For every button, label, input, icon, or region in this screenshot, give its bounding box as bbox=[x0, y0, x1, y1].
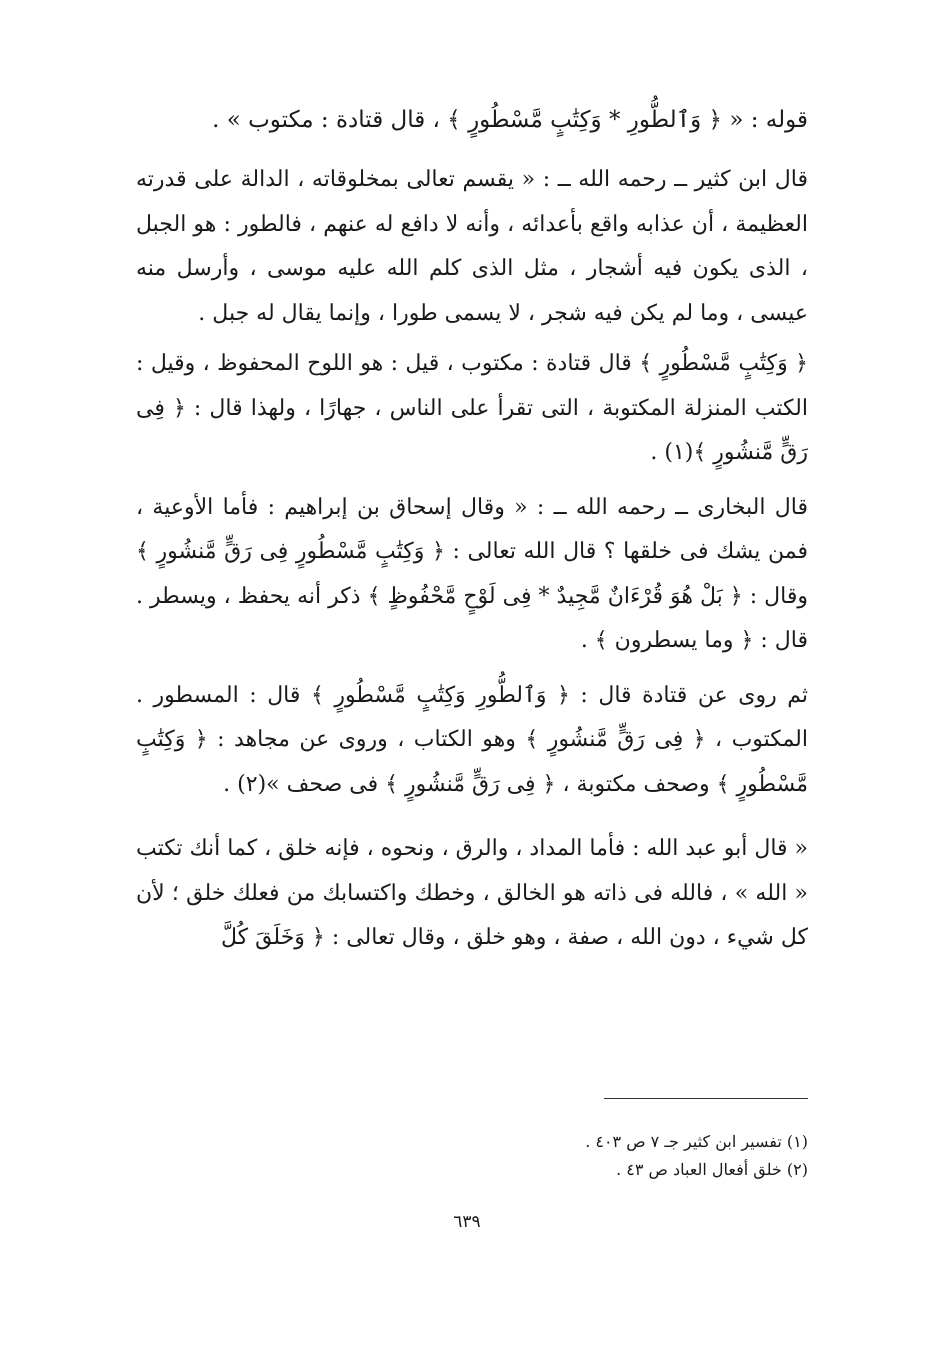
paragraph-4: قال البخارى ــ رحمه الله ــ : « وقال إسحاق بن إبراهيم : فأما الأوعية ، فمن يشك فى خلقها ؟ قال الله تعالى : ﴿ وَكِتَٰبٍ مَّسْطُورٍ فِى رَقٍّ مَّنشُورٍ ﴾ وقال : ﴿ بَلْ هُوَ قُرْءَانٌ مَّجِيدٌ * فِى لَوْحٍ مَّحْفُوظٍ ﴾ ذكر أنه يحفظ ، ويسطر . قال : ﴿ وما يسطرون ﴾ . bbox=[136, 494, 808, 653]
footnote-1: (١) تفسير ابن كثير جـ ٧ ص ٤٠٣ . bbox=[585, 1132, 808, 1151]
footnotes bbox=[136, 1128, 808, 1184]
body-text bbox=[136, 96, 808, 961]
page-number: ٦٣٩ bbox=[453, 1212, 481, 1232]
footnote-divider bbox=[604, 1098, 808, 1099]
paragraph-2: قال ابن كثير ــ رحمه الله ــ : « يقسم تعالى بمخلوقاته ، الدالة على قدرته العظيمة ، أن عذابه واقع بأعدائه ، وأنه لا دافع له عنهم ، فالطور : هو الجبل ، الذى يكون فيه أشجار ، مثل الذى كلم الله عليه موسى ، وأرسل منه عيسى ، وما لم يكن فيه شجر ، لا يسمى طورا ، وإنما يقال له جبل . bbox=[136, 167, 808, 326]
paragraph-1: قوله : « ﴿ وَٱلطُّورِ * وَكِتَٰبٍ مَّسْطُورٍ ﴾ ، قال قتادة : مكتوب » . bbox=[212, 107, 808, 133]
paragraph-5: ثم روى عن قتادة قال : ﴿ وَٱلطُّورِ وَكِتَٰبٍ مَّسْطُورٍ ﴾ قال : المسطور . المكتوب ، ﴿ فِى رَقٍّ مَّنشُورٍ ﴾ وهو الكتاب ، وروى عن مجاهد : ﴿ وَكِتَٰبٍ مَّسْطُورٍ ﴾ وصحف مكتوبة ، ﴿ فِى رَقٍّ مَّنشُورٍ ﴾ فى صحف »(٢) . bbox=[136, 682, 808, 797]
footnote-2: (٢) خلق أفعال العباد ص ٤٣ . bbox=[616, 1160, 808, 1179]
paragraph-6: « قال أبو عبد الله : فأما المداد ، والرق ، ونحوه ، فإنه خلق ، كما أنك تكتب « الله » ، فالله فى ذاته هو الخالق ، وخطك واكتسابك من فعلك خلق ؛ لأن كل شيء ، دون الله ، صفة ، وهو خلق ، وقال تعالى : ﴿ وَخَلَقَ كُلَّ bbox=[136, 836, 808, 950]
paragraph-3: ﴿ وَكِتَٰبٍ مَّسْطُورٍ ﴾ قال قتادة : مكتوب ، قيل : هو اللوح المحفوظ ، وقيل : الكتب المنزلة المكتوبة ، التى تقرأ على الناس ، جهارًا ، ولهذا قال : ﴿ فِى رَقٍّ مَّنشُورٍ ﴾(١) . bbox=[136, 351, 808, 465]
